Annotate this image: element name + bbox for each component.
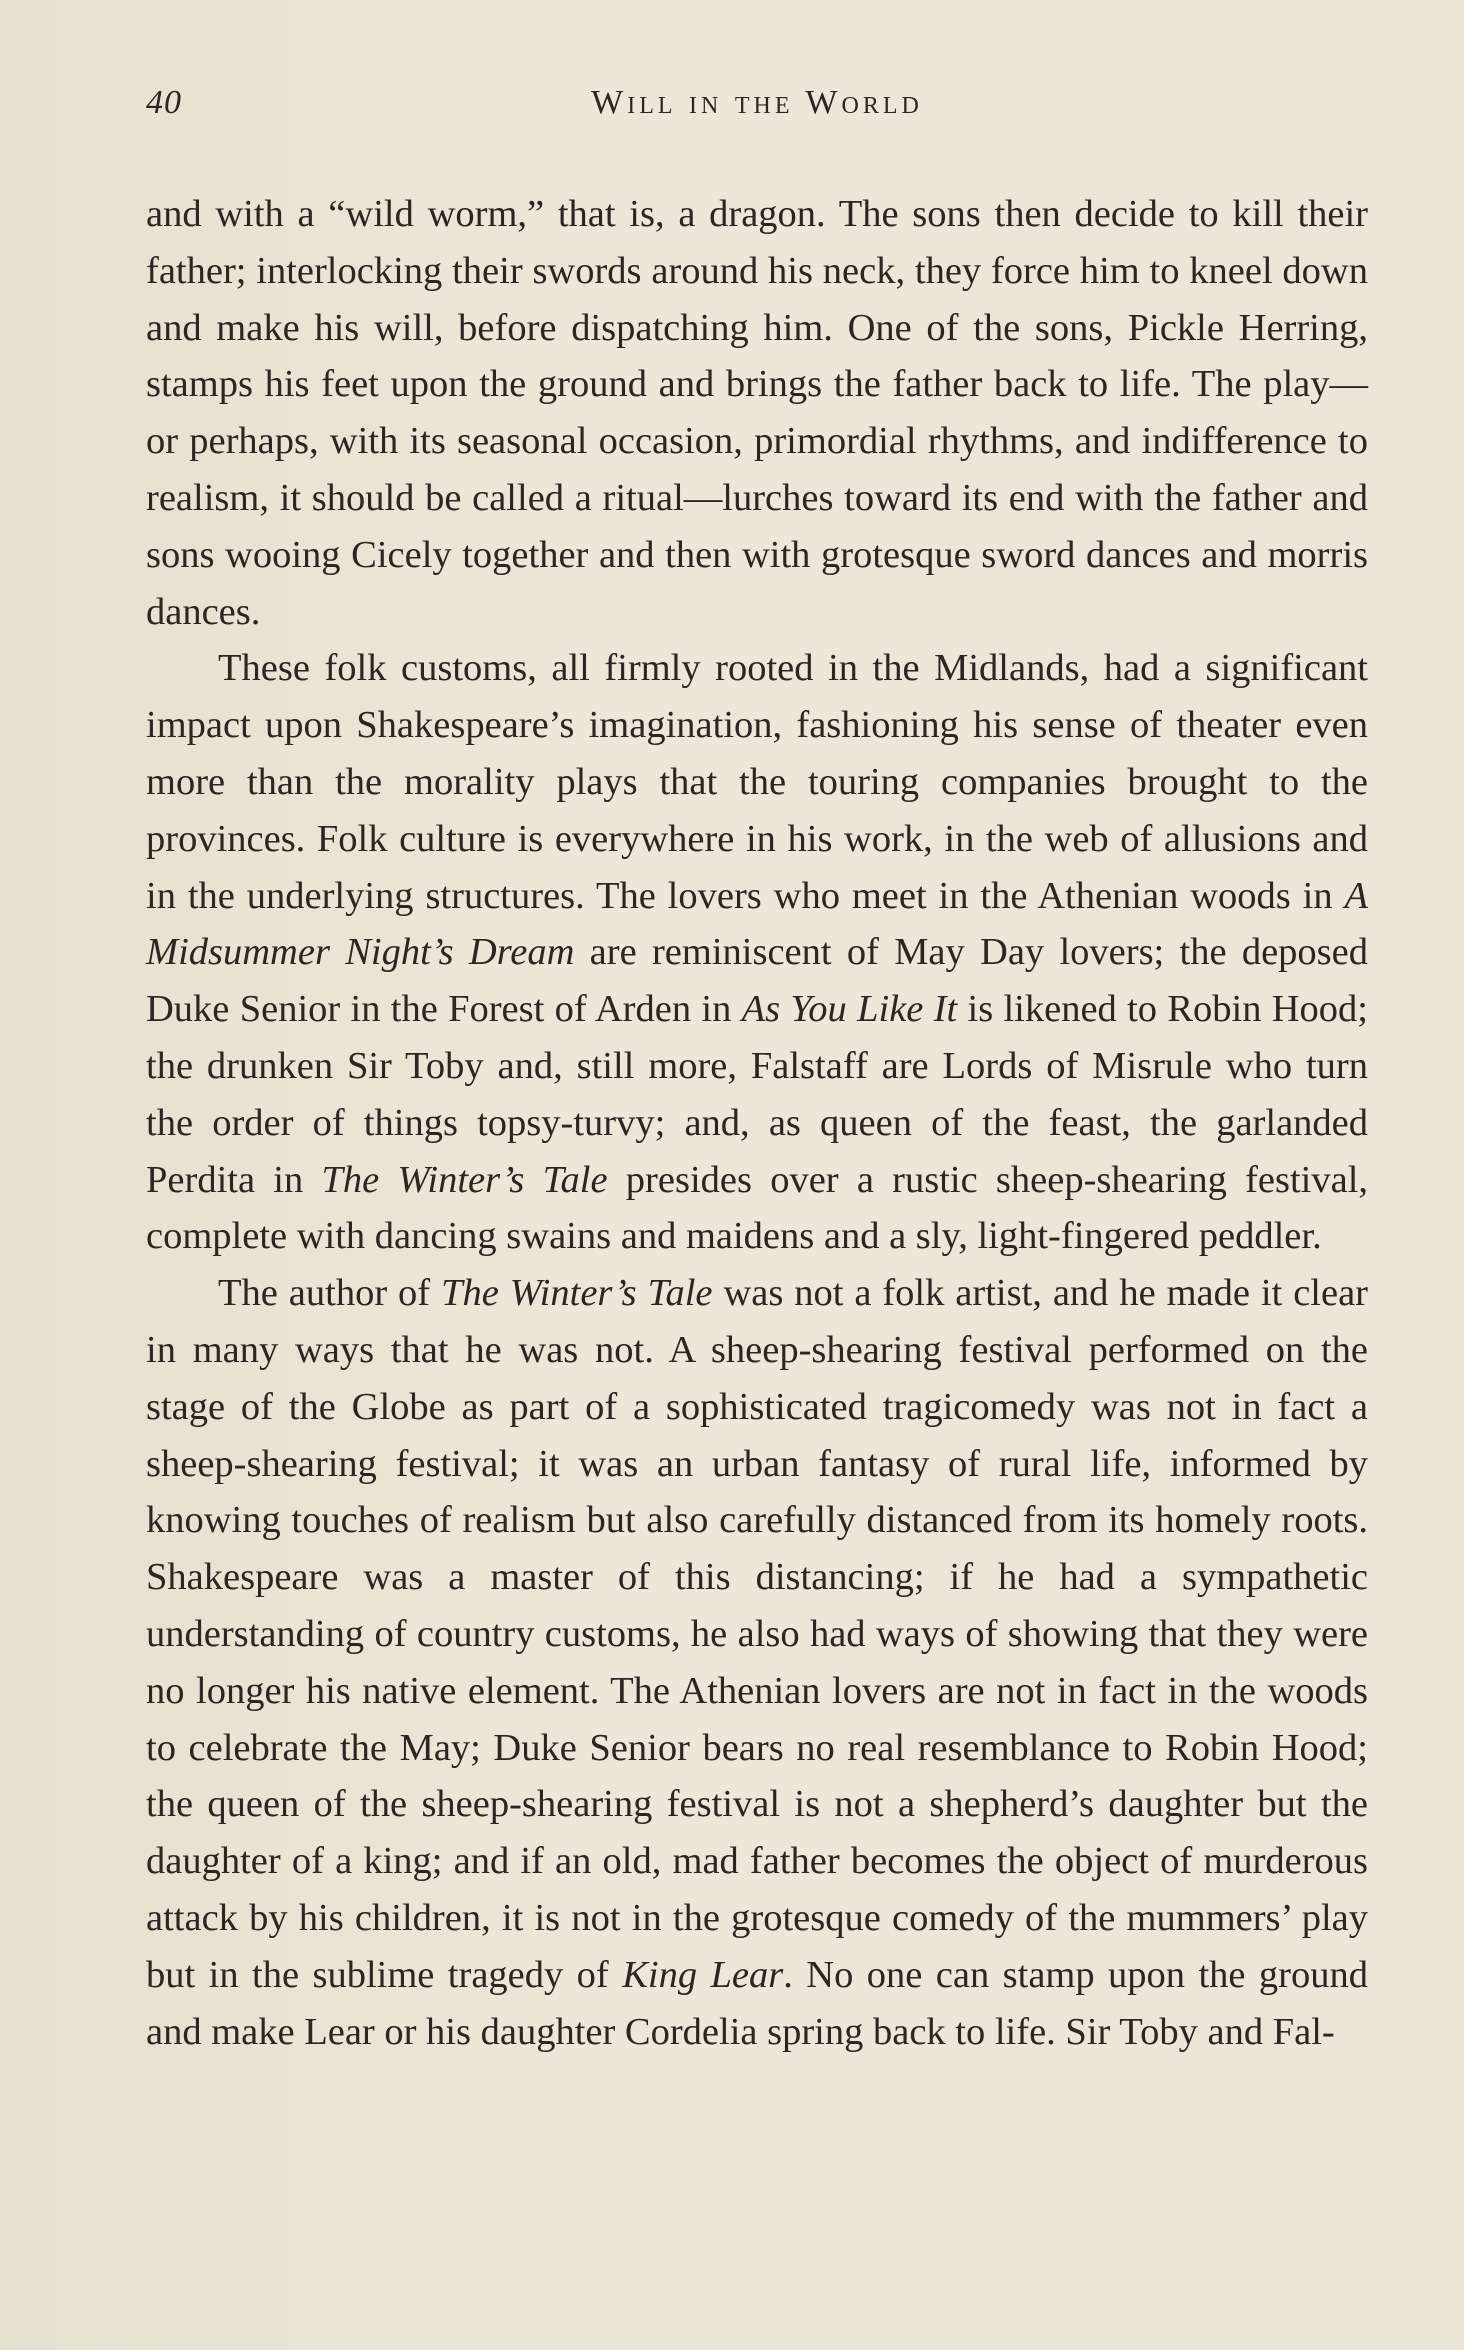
text-run: is likened to Robin Hood; the drunken Sir Toby and, still more, Falstaff are Lords of Misrule who turn the order of things topsy-turvy; and, as queen of the feast, the garlanded Perdita in: [146, 988, 1369, 1201]
paragraph-1: [146, 186, 1368, 640]
running-head: Will in the World: [591, 84, 923, 121]
text-run: was not a folk artist, and he made it clear in many ways that he was not. A sheep-shearing festival performed on the stage of the Globe as part of a sophisticated tragicomedy was not in fact a sheep-shearing festival; it was an urban fantasy of rural life, informed by knowing touches of realism but also carefully distanced from its homely roots. Shakespeare was a master of this distancing; if he had a sympathetic understanding of country customs, he also had ways of showing that they were no longer his native element. The Athenian lovers are not in fact in the woods to celebrate the May; Duke Senior bears no real resemblance to Robin Hood; the queen of the sheep-shearing festival is not a shepherd’s daughter but the daughter of a king; and if an old, mad father becomes the object of murderous attack by his children, it is not in the grotesque comedy of the mummers’ play but in the sublime tragedy of: [146, 1272, 1369, 1996]
work-title: As You Like It: [741, 988, 958, 1031]
text-run: The author of: [218, 1272, 442, 1315]
page-header: [146, 84, 1368, 134]
work-title: A Midsummer Night’s Dream: [146, 874, 1368, 974]
work-title: The Winter’s Tale: [321, 1158, 608, 1201]
text-run: and with a “wild worm,” that is, a dragon. The sons then decide to kill their father; interlocking their swords around his neck, they force him to kneel down and make his will, before dispatching him. One of the sons, Pickle Herring, stamps his feet upon the ground and brings the father back to life. The play—or perhaps, with its seasonal occasion, primordial rhythms, and indifference to realism, it should be called a ritual—lurches toward its end with the father and sons wooing Cicely together and then with grotesque sword dances and morris dances.: [146, 193, 1368, 633]
text-run: . No one can stamp upon the ground and make Lear or his daughter Cordelia spring back to life. Sir Toby and Fal-: [146, 1953, 1369, 2053]
body-text: [146, 186, 1368, 2060]
text-run: These folk customs, all firmly rooted in the Midlands, had a significant impact upon Shakespeare’s imagination, fashioning his sense of theater even more than the morality plays that the touring companies brought to the provinces. Folk culture is everywhere in his work, in the web of allusions and in the underlying structures. The lovers who meet in the Athenian woods in: [146, 647, 1368, 917]
work-title: The Winter’s Tale: [441, 1272, 713, 1315]
work-title: King Lear: [622, 1953, 784, 1996]
page-number: 40: [146, 84, 182, 121]
paragraph-3: [146, 1265, 1368, 2060]
paragraph-2: [146, 640, 1368, 1265]
text-run: are reminiscent of May Day lovers; the deposed Duke Senior in the Forest of Arden in: [146, 931, 1368, 1031]
text-run: presides over a rustic sheep-shearing festival, complete with dancing swains and maidens and a sly, light-fingered peddler.: [146, 1158, 1369, 1258]
